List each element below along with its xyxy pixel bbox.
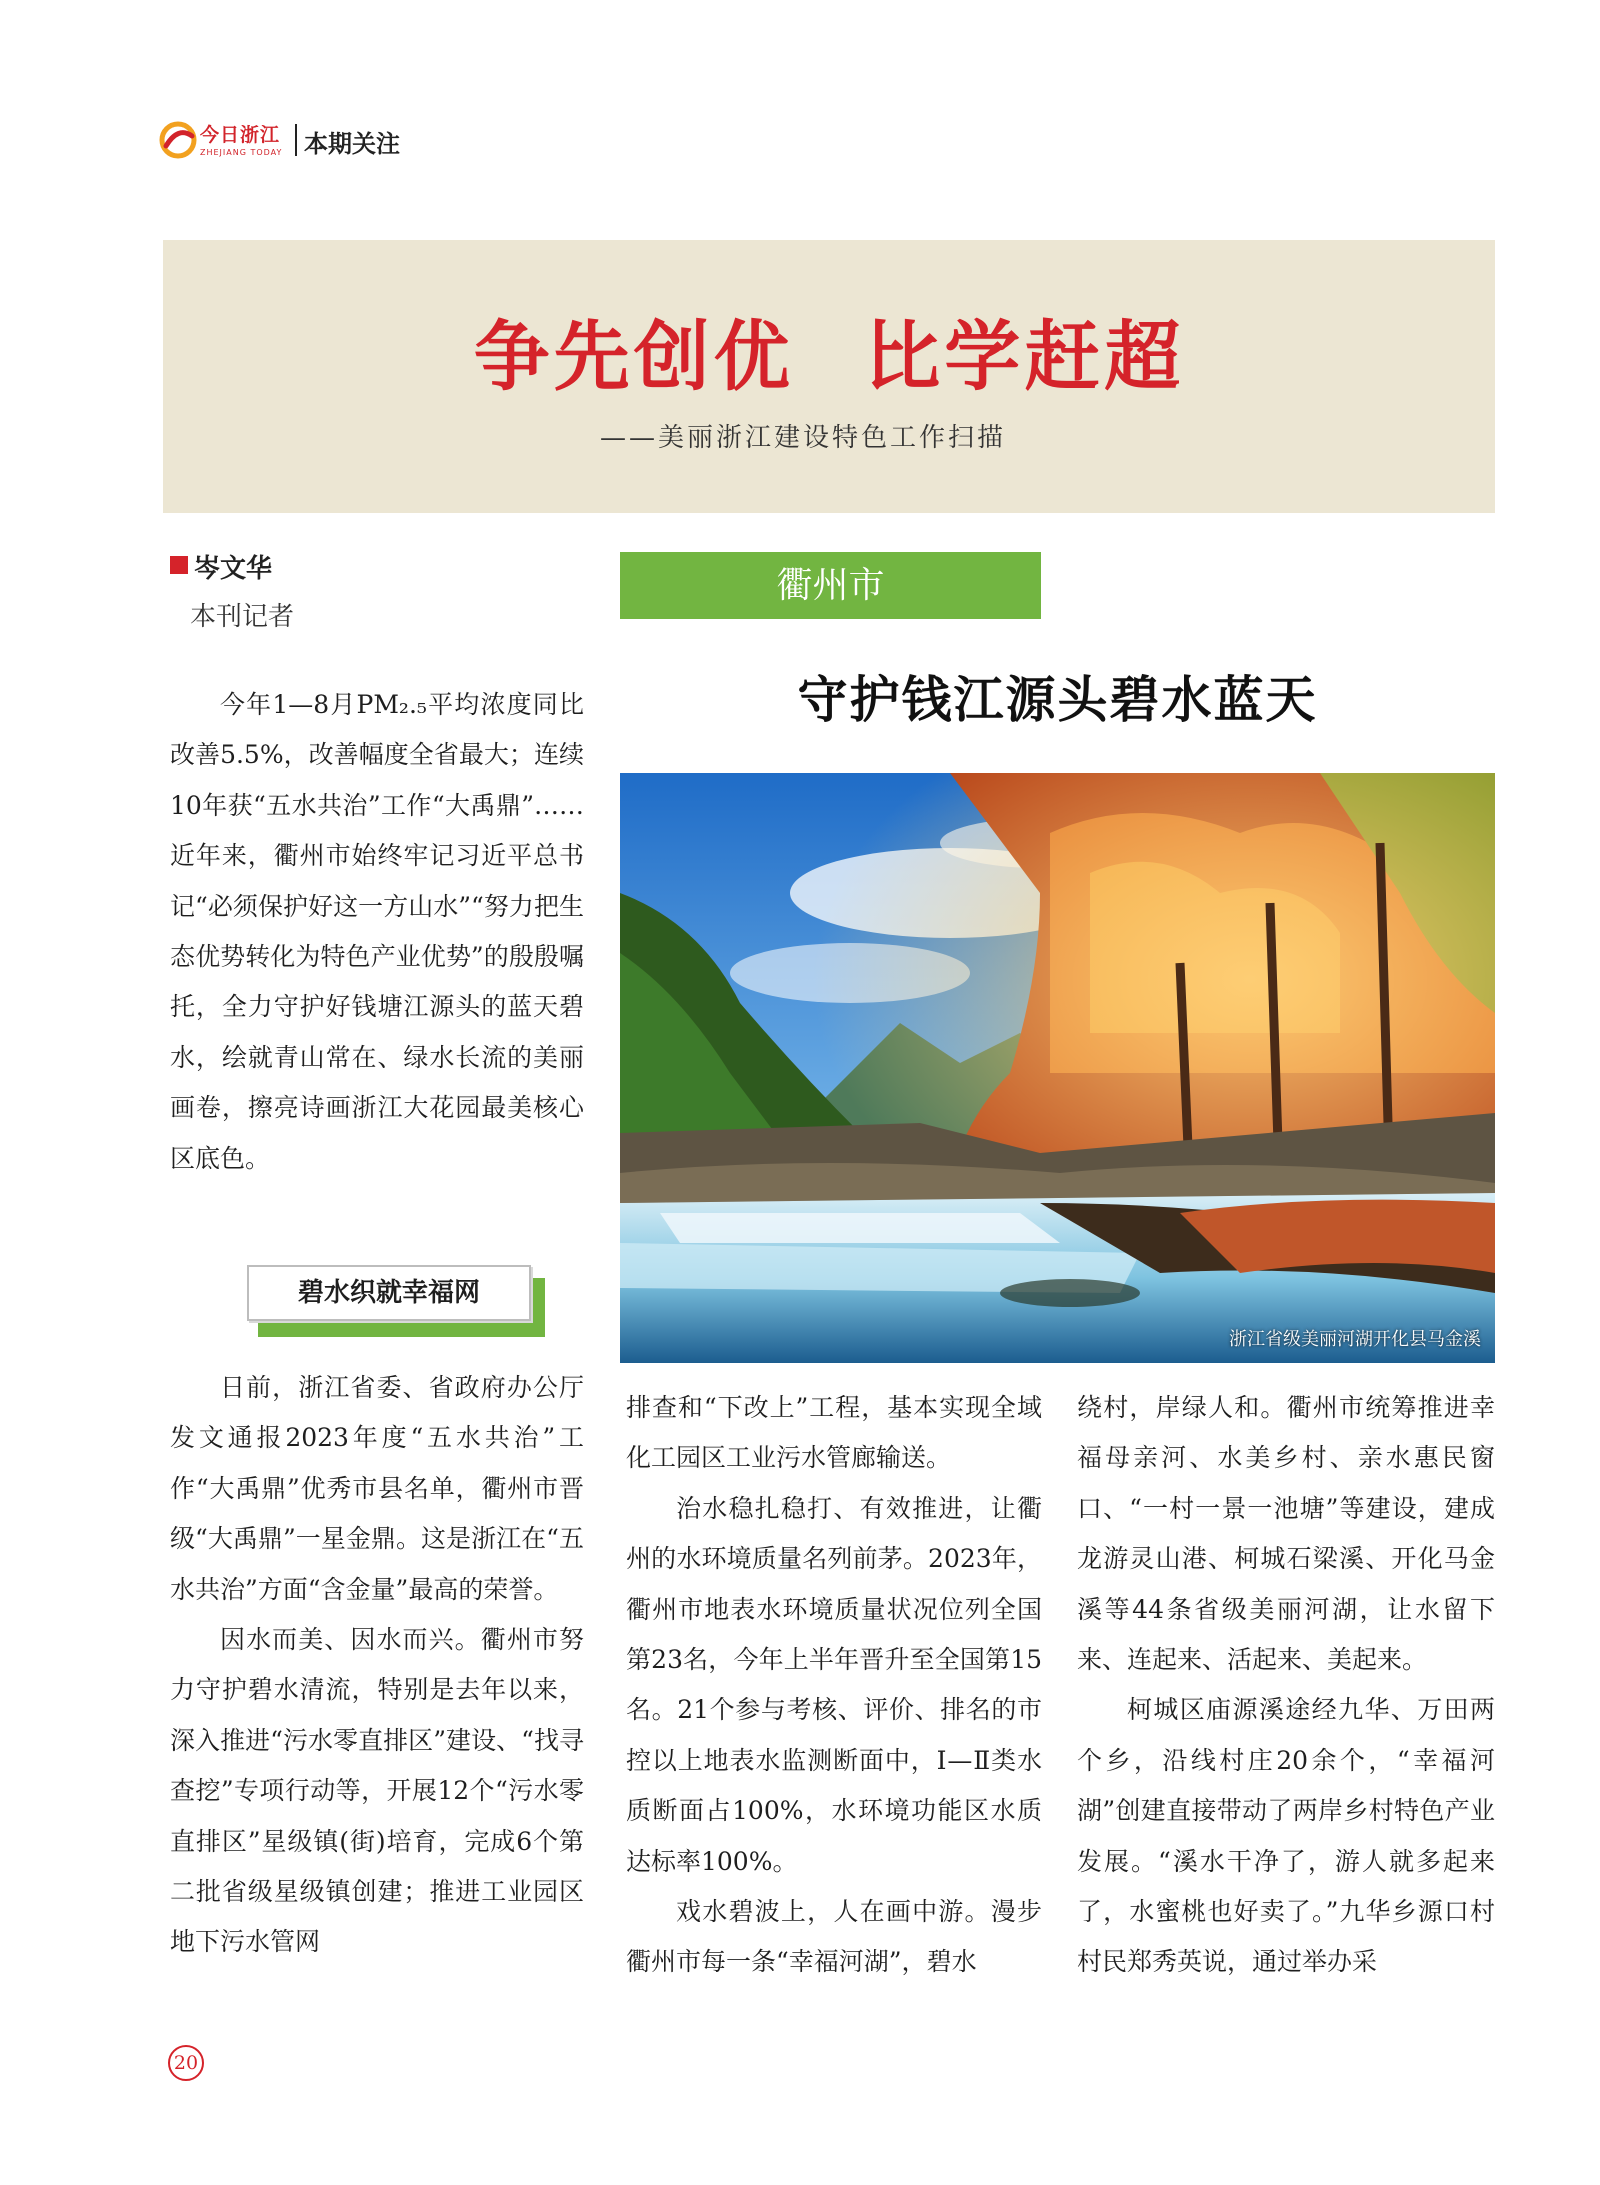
author-role: 本刊记者	[190, 602, 295, 632]
page-number	[168, 2045, 204, 2081]
magazine-logo	[158, 118, 308, 164]
logo-swirl-icon	[158, 120, 198, 160]
subtitle: ——美丽浙江建设特色工作扫描	[600, 423, 1007, 453]
main-title	[163, 296, 1495, 405]
article-title: 守护钱江源头碧水蓝天	[797, 670, 1318, 729]
header-divider	[295, 124, 297, 156]
photo-caption: 浙江省级美丽河湖开化县马金溪	[1229, 1329, 1481, 1350]
section-label: 本期关注	[304, 130, 400, 158]
main-title-part1: 争先创优	[473, 312, 794, 401]
column-2-body	[626, 1383, 1042, 1988]
body-paragraph: 排查和“下改上”工程，基本实现全域化工园区工业污水管廊输送。	[626, 1393, 1042, 1473]
body-paragraph: 日前，浙江省委、省政府办公厅发文通报2023年度“五水共治”工作“大禹鼎”优秀市县名单，衢州市晋级“大禹鼎”一星金鼎。这是浙江在“五水共治”方面“含金量”最高的荣誉。	[170, 1373, 584, 1604]
column-3-body	[1077, 1383, 1495, 1988]
author-name: 岑文华	[194, 554, 273, 584]
body-paragraph: 戏水碧波上，人在画中游。漫步衢州市每一条“幸福河湖”，碧水	[626, 1897, 1042, 1977]
page-number-value: 20	[168, 2045, 204, 2081]
body-paragraph: 绕村，岸绿人和。衢州市统筹推进幸福母亲河、水美乡村、亲水惠民窗口、“一村一景一池塘”等建设，建成龙游灵山港、柯城石梁溪、开化马金溪等44条省级美丽河湖，让水留下来、连起来、活起来、美起来。	[1077, 1393, 1495, 1675]
article-photo	[620, 773, 1495, 1363]
subheading: 碧水织就幸福网	[247, 1265, 531, 1321]
intro-paragraph: 今年1—8月PM₂.₅平均浓度同比改善5.5%，改善幅度全省最大；连续10年获“五水共治”工作“大禹鼎”……近年来，衢州市始终牢记习近平总书记“必须保护好这一方山水”“努力把生态优势转化为特色产业优势”的殷殷嘱托，全力守护好钱塘江源头的蓝天碧水，绘就青山常在、绿水长流的美丽画卷，擦亮诗画浙江大花园最美核心区底色。	[170, 690, 584, 1173]
city-tag: 衢州市	[620, 552, 1041, 619]
waterfall-landscape-image	[620, 773, 1495, 1363]
body-paragraph: 治水稳扎稳打、有效推进，让衢州的水环境质量名列前茅。2023年，衢州市地表水环境质量状况位列全国第23名，今年上半年晋升至全国第15名。21个参与考核、评价、排名的市控以上地表水监测断面中，Ⅰ—Ⅱ类水质断面占100%，水环境功能区水质达标率100%。	[626, 1493, 1042, 1876]
logo-subtitle: ZHEJIANG TODAY	[200, 148, 283, 157]
main-title-part2: 比学赶超	[864, 312, 1185, 401]
body-paragraph: 柯城区庙源溪途经九华、万田两个乡，沿线村庄20余个，“幸福河湖”创建直接带动了两岸乡村特色产业发展。“溪水干净了，游人就多起来了，水蜜桃也好卖了。”九华乡源口村村民郑秀英说，通过举办采	[1077, 1695, 1495, 1977]
body-paragraph: 因水而美、因水而兴。衢州市努力守护碧水清流，特别是去年以来，深入推进“污水零直排区”建设、“找寻查挖”专项行动等，开展12个“污水零直排区”星级镇(街)培育，完成6个第二批省级星级镇创建；推进工业园区地下污水管网	[170, 1625, 584, 1957]
logo-name: 今日浙江	[200, 124, 281, 146]
intro-paragraphs	[170, 680, 584, 1184]
column-1-body	[170, 1363, 584, 1968]
author-marker	[170, 556, 188, 574]
